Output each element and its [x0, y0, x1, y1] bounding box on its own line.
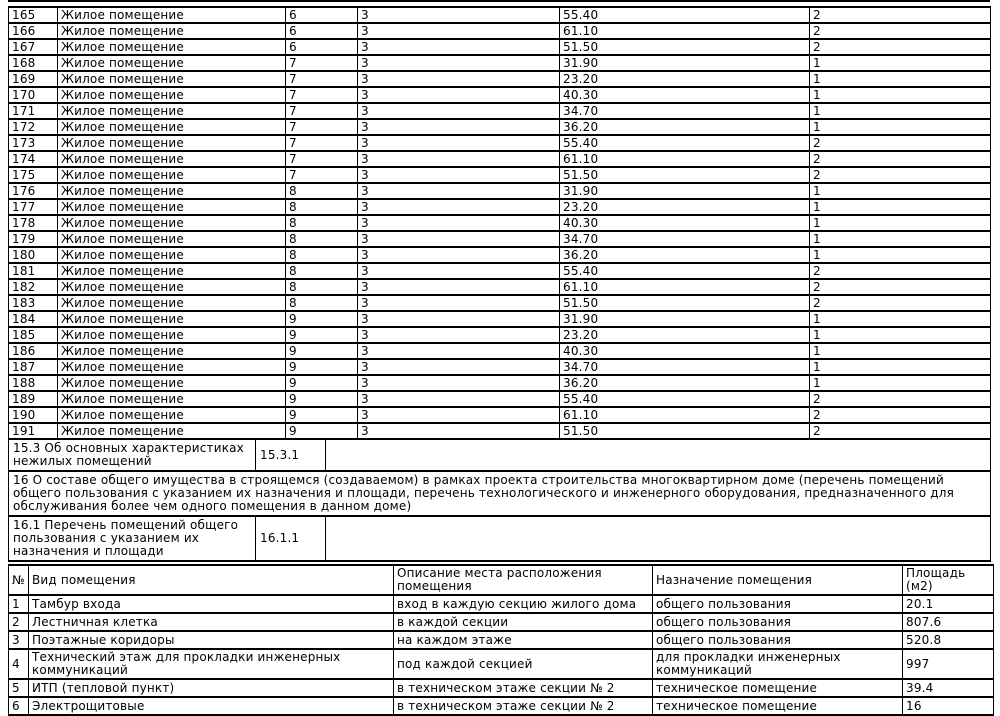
rooms-count-cell: 1	[810, 359, 991, 375]
section-cell: 3	[358, 279, 560, 295]
row-number-cell: 172	[9, 119, 58, 135]
row-number-cell: 171	[9, 103, 58, 119]
header-number: №	[9, 565, 29, 595]
rooms-count-cell: 2	[810, 23, 991, 39]
area-cell: 55.40	[560, 7, 810, 23]
rooms-count-cell: 1	[810, 231, 991, 247]
rooms-count-cell: 2	[810, 391, 991, 407]
section-cell: 3	[358, 423, 560, 439]
row-number-cell: 168	[9, 55, 58, 71]
section-cell: 3	[358, 87, 560, 103]
common-area-row	[9, 679, 994, 697]
premise-type-cell: Жилое помещение	[58, 375, 286, 391]
area-cell: 55.40	[560, 391, 810, 407]
apartment-row	[9, 407, 991, 423]
premise-type-cell: Жилое помещение	[58, 7, 286, 23]
common-area-row	[9, 697, 994, 715]
rooms-count-cell: 2	[810, 407, 991, 423]
premise-type-cell: Жилое помещение	[58, 87, 286, 103]
apartment-row	[9, 247, 991, 263]
rooms-count-cell: 1	[810, 375, 991, 391]
premise-kind-cell: Лестничная клетка	[29, 613, 394, 631]
section-cell: 3	[358, 7, 560, 23]
premise-kind-cell: Электрощитовые	[29, 697, 394, 715]
area-cell: 23.20	[560, 199, 810, 215]
premise-type-cell: Жилое помещение	[58, 103, 286, 119]
premise-type-cell: Жилое помещение	[58, 215, 286, 231]
row-number-cell: 183	[9, 295, 58, 311]
section-cell: 3	[358, 391, 560, 407]
area-cell: 51.50	[560, 295, 810, 311]
location-description-cell: в каждой секции	[394, 613, 653, 631]
area-cell: 34.70	[560, 103, 810, 119]
area-cell: 23.20	[560, 71, 810, 87]
rooms-count-cell: 2	[810, 423, 991, 439]
area-cell: 807.6	[903, 613, 994, 631]
premise-type-cell: Жилое помещение	[58, 183, 286, 199]
row-number-cell: 3	[9, 631, 29, 649]
common-area-row	[9, 613, 994, 631]
section-16-1-code: 16.1.1	[256, 516, 326, 561]
floor-cell: 9	[286, 423, 358, 439]
purpose-cell: техническое помещение	[653, 679, 903, 697]
premise-type-cell: Жилое помещение	[58, 135, 286, 151]
row-number-cell: 176	[9, 183, 58, 199]
common-areas-table	[8, 564, 994, 716]
row-number-cell: 178	[9, 215, 58, 231]
apartment-row	[9, 327, 991, 343]
apartment-row	[9, 391, 991, 407]
location-description-cell: вход в каждую секцию жилого дома	[394, 595, 653, 613]
common-areas-header-row	[9, 565, 994, 595]
floor-cell: 9	[286, 375, 358, 391]
section-cell: 3	[358, 407, 560, 423]
rooms-count-cell: 2	[810, 151, 991, 167]
apartment-row	[9, 295, 991, 311]
rooms-count-cell: 1	[810, 327, 991, 343]
premise-type-cell: Жилое помещение	[58, 39, 286, 55]
section-cell: 3	[358, 343, 560, 359]
row-number-cell: 4	[9, 649, 29, 679]
area-cell: 36.20	[560, 247, 810, 263]
row-number-cell: 180	[9, 247, 58, 263]
floor-cell: 8	[286, 231, 358, 247]
row-number-cell: 177	[9, 199, 58, 215]
purpose-cell: общего пользования	[653, 595, 903, 613]
area-cell: 51.50	[560, 167, 810, 183]
section-15-3-row	[9, 439, 991, 471]
section-cell: 3	[358, 151, 560, 167]
floor-cell: 7	[286, 71, 358, 87]
row-number-cell: 184	[9, 311, 58, 327]
apartment-row	[9, 183, 991, 199]
area-cell: 40.30	[560, 343, 810, 359]
row-number-cell: 189	[9, 391, 58, 407]
apartment-row	[9, 231, 991, 247]
premise-kind-cell: Технический этаж для прокладки инженерных коммуникаций	[29, 649, 394, 679]
area-cell: 34.70	[560, 231, 810, 247]
floor-cell: 9	[286, 391, 358, 407]
header-purpose: Назначение помещения	[653, 565, 903, 595]
residential-premises-rows	[9, 7, 991, 439]
rooms-count-cell: 2	[810, 167, 991, 183]
area-cell: 31.90	[560, 55, 810, 71]
premise-type-cell: Жилое помещение	[58, 343, 286, 359]
rooms-count-cell: 1	[810, 55, 991, 71]
floor-cell: 9	[286, 327, 358, 343]
section-16-row	[9, 471, 991, 516]
section-cell: 3	[358, 295, 560, 311]
premise-type-cell: Жилое помещение	[58, 199, 286, 215]
premise-type-cell: Жилое помещение	[58, 407, 286, 423]
section-15-3-value-cell	[326, 439, 991, 471]
row-number-cell: 167	[9, 39, 58, 55]
section-cell: 3	[358, 359, 560, 375]
premise-type-cell: Жилое помещение	[58, 295, 286, 311]
section-cell: 3	[358, 167, 560, 183]
floor-cell: 8	[286, 295, 358, 311]
row-number-cell: 1	[9, 595, 29, 613]
apartment-row	[9, 7, 991, 23]
rooms-count-cell: 1	[810, 343, 991, 359]
rooms-count-cell: 1	[810, 247, 991, 263]
row-number-cell: 170	[9, 87, 58, 103]
rooms-count-cell: 2	[810, 135, 991, 151]
row-number-cell: 181	[9, 263, 58, 279]
section-cell: 3	[358, 135, 560, 151]
rooms-count-cell: 2	[810, 7, 991, 23]
row-number-cell: 5	[9, 679, 29, 697]
floor-cell: 8	[286, 247, 358, 263]
floor-cell: 8	[286, 263, 358, 279]
area-cell: 520.8	[903, 631, 994, 649]
floor-cell: 7	[286, 167, 358, 183]
floor-cell: 9	[286, 343, 358, 359]
location-description-cell: на каждом этаже	[394, 631, 653, 649]
rooms-count-cell: 1	[810, 119, 991, 135]
section-cell: 3	[358, 71, 560, 87]
premise-type-cell: Жилое помещение	[58, 327, 286, 343]
area-cell: 61.10	[560, 279, 810, 295]
apartment-row	[9, 167, 991, 183]
row-number-cell: 174	[9, 151, 58, 167]
section-cell: 3	[358, 119, 560, 135]
rooms-count-cell: 2	[810, 295, 991, 311]
section-cell: 3	[358, 231, 560, 247]
row-number-cell: 191	[9, 423, 58, 439]
rooms-count-cell: 1	[810, 87, 991, 103]
area-cell: 34.70	[560, 359, 810, 375]
rooms-count-cell: 2	[810, 39, 991, 55]
apartment-row	[9, 23, 991, 39]
apartment-row	[9, 279, 991, 295]
premise-type-cell: Жилое помещение	[58, 311, 286, 327]
apartment-row	[9, 199, 991, 215]
apartment-row	[9, 343, 991, 359]
floor-cell: 9	[286, 407, 358, 423]
premise-type-cell: Жилое помещение	[58, 119, 286, 135]
area-cell: 61.10	[560, 151, 810, 167]
premise-type-cell: Жилое помещение	[58, 151, 286, 167]
floor-cell: 9	[286, 359, 358, 375]
premise-type-cell: Жилое помещение	[58, 71, 286, 87]
area-cell: 20.1	[903, 595, 994, 613]
section-16-1-value-cell	[326, 516, 991, 561]
section-cell: 3	[358, 375, 560, 391]
premise-type-cell: Жилое помещение	[58, 359, 286, 375]
area-cell: 31.90	[560, 183, 810, 199]
apartment-row	[9, 215, 991, 231]
premise-type-cell: Жилое помещение	[58, 423, 286, 439]
table-cut-edge	[8, 0, 990, 2]
rooms-count-cell: 1	[810, 311, 991, 327]
apartment-row	[9, 103, 991, 119]
rooms-count-cell: 1	[810, 103, 991, 119]
area-cell: 16	[903, 697, 994, 715]
area-cell: 61.10	[560, 407, 810, 423]
floor-cell: 8	[286, 199, 358, 215]
location-description-cell: в техническом этаже секции № 2	[394, 697, 653, 715]
section-cell: 3	[358, 311, 560, 327]
apartment-row	[9, 151, 991, 167]
floor-cell: 6	[286, 39, 358, 55]
area-cell: 36.20	[560, 119, 810, 135]
section-16-title: 16 О составе общего имущества в строящемся (создаваемом) в рамках проекта строительства многоквартирном доме (перечень помещений общего пользования с указанием их назначения и площади, перечень технологического и инженерного оборудования, предназначенного для обслуживания более чем одного помещения в данном доме)	[9, 471, 991, 516]
premise-kind-cell: Тамбур входа	[29, 595, 394, 613]
premise-type-cell: Жилое помещение	[58, 167, 286, 183]
apartment-row	[9, 263, 991, 279]
apartment-row	[9, 423, 991, 439]
rooms-count-cell: 2	[810, 279, 991, 295]
floor-cell: 7	[286, 103, 358, 119]
area-cell: 31.90	[560, 311, 810, 327]
premise-type-cell: Жилое помещение	[58, 231, 286, 247]
purpose-cell: общего пользования	[653, 631, 903, 649]
location-description-cell: в техническом этаже секции № 2	[394, 679, 653, 697]
common-area-row	[9, 595, 994, 613]
section-16-1-title: 16.1 Перечень помещений общего пользования с указанием их назначения и площади	[9, 516, 256, 561]
apartment-row	[9, 87, 991, 103]
section-cell: 3	[358, 263, 560, 279]
purpose-cell: техническое помещение	[653, 697, 903, 715]
location-description-cell: под каждой секцией	[394, 649, 653, 679]
premise-type-cell: Жилое помещение	[58, 247, 286, 263]
row-number-cell: 179	[9, 231, 58, 247]
apartment-row	[9, 119, 991, 135]
floor-cell: 9	[286, 311, 358, 327]
apartment-row	[9, 71, 991, 87]
area-cell: 36.20	[560, 375, 810, 391]
common-areas-rows	[9, 595, 994, 715]
common-area-row	[9, 631, 994, 649]
floor-cell: 7	[286, 151, 358, 167]
floor-cell: 8	[286, 279, 358, 295]
area-cell: 39.4	[903, 679, 994, 697]
row-number-cell: 185	[9, 327, 58, 343]
row-number-cell: 187	[9, 359, 58, 375]
apartment-row	[9, 39, 991, 55]
floor-cell: 7	[286, 135, 358, 151]
header-premise-kind: Вид помещения	[29, 565, 394, 595]
floor-cell: 8	[286, 183, 358, 199]
floor-cell: 6	[286, 23, 358, 39]
floor-cell: 7	[286, 119, 358, 135]
row-number-cell: 6	[9, 697, 29, 715]
row-number-cell: 186	[9, 343, 58, 359]
area-cell: 40.30	[560, 87, 810, 103]
header-area: Площадь (м2)	[903, 565, 994, 595]
area-cell: 51.50	[560, 423, 810, 439]
premise-type-cell: Жилое помещение	[58, 391, 286, 407]
rooms-count-cell: 1	[810, 71, 991, 87]
row-number-cell: 2	[9, 613, 29, 631]
area-cell: 55.40	[560, 135, 810, 151]
section-cell: 3	[358, 55, 560, 71]
area-cell: 23.20	[560, 327, 810, 343]
header-location-description: Описание места расположения помещения	[394, 565, 653, 595]
premise-type-cell: Жилое помещение	[58, 55, 286, 71]
area-cell: 61.10	[560, 23, 810, 39]
row-number-cell: 182	[9, 279, 58, 295]
section-cell: 3	[358, 327, 560, 343]
section-15-3-title: 15.3 Об основных характеристиках нежилых помещений	[9, 439, 256, 471]
premise-type-cell: Жилое помещение	[58, 279, 286, 295]
premise-type-cell: Жилое помещение	[58, 23, 286, 39]
purpose-cell: общего пользования	[653, 613, 903, 631]
floor-cell: 7	[286, 87, 358, 103]
row-number-cell: 190	[9, 407, 58, 423]
common-area-row	[9, 649, 994, 679]
apartment-row	[9, 375, 991, 391]
residential-premises-table	[8, 6, 991, 440]
section-cell: 3	[358, 23, 560, 39]
row-number-cell: 173	[9, 135, 58, 151]
rooms-count-cell: 1	[810, 215, 991, 231]
apartment-row	[9, 135, 991, 151]
section-15-3-code: 15.3.1	[256, 439, 326, 471]
floor-cell: 7	[286, 55, 358, 71]
apartment-row	[9, 55, 991, 71]
area-cell: 51.50	[560, 39, 810, 55]
floor-cell: 8	[286, 215, 358, 231]
purpose-cell: для прокладки инженерных коммуникаций	[653, 649, 903, 679]
row-number-cell: 165	[9, 7, 58, 23]
section-cell: 3	[358, 39, 560, 55]
rooms-count-cell: 2	[810, 263, 991, 279]
rooms-count-cell: 1	[810, 183, 991, 199]
area-cell: 997	[903, 649, 994, 679]
section-cell: 3	[358, 215, 560, 231]
section-cell: 3	[358, 199, 560, 215]
section-cell: 3	[358, 247, 560, 263]
section-cell: 3	[358, 103, 560, 119]
row-number-cell: 166	[9, 23, 58, 39]
area-cell: 40.30	[560, 215, 810, 231]
section-rows-table	[8, 438, 991, 562]
premise-kind-cell: ИТП (тепловой пункт)	[29, 679, 394, 697]
apartment-row	[9, 311, 991, 327]
rooms-count-cell: 1	[810, 199, 991, 215]
row-number-cell: 188	[9, 375, 58, 391]
premise-type-cell: Жилое помещение	[58, 263, 286, 279]
section-cell: 3	[358, 183, 560, 199]
row-number-cell: 169	[9, 71, 58, 87]
row-number-cell: 175	[9, 167, 58, 183]
area-cell: 55.40	[560, 263, 810, 279]
floor-cell: 6	[286, 7, 358, 23]
apartment-row	[9, 359, 991, 375]
premise-kind-cell: Поэтажные коридоры	[29, 631, 394, 649]
section-16-1-row	[9, 516, 991, 561]
